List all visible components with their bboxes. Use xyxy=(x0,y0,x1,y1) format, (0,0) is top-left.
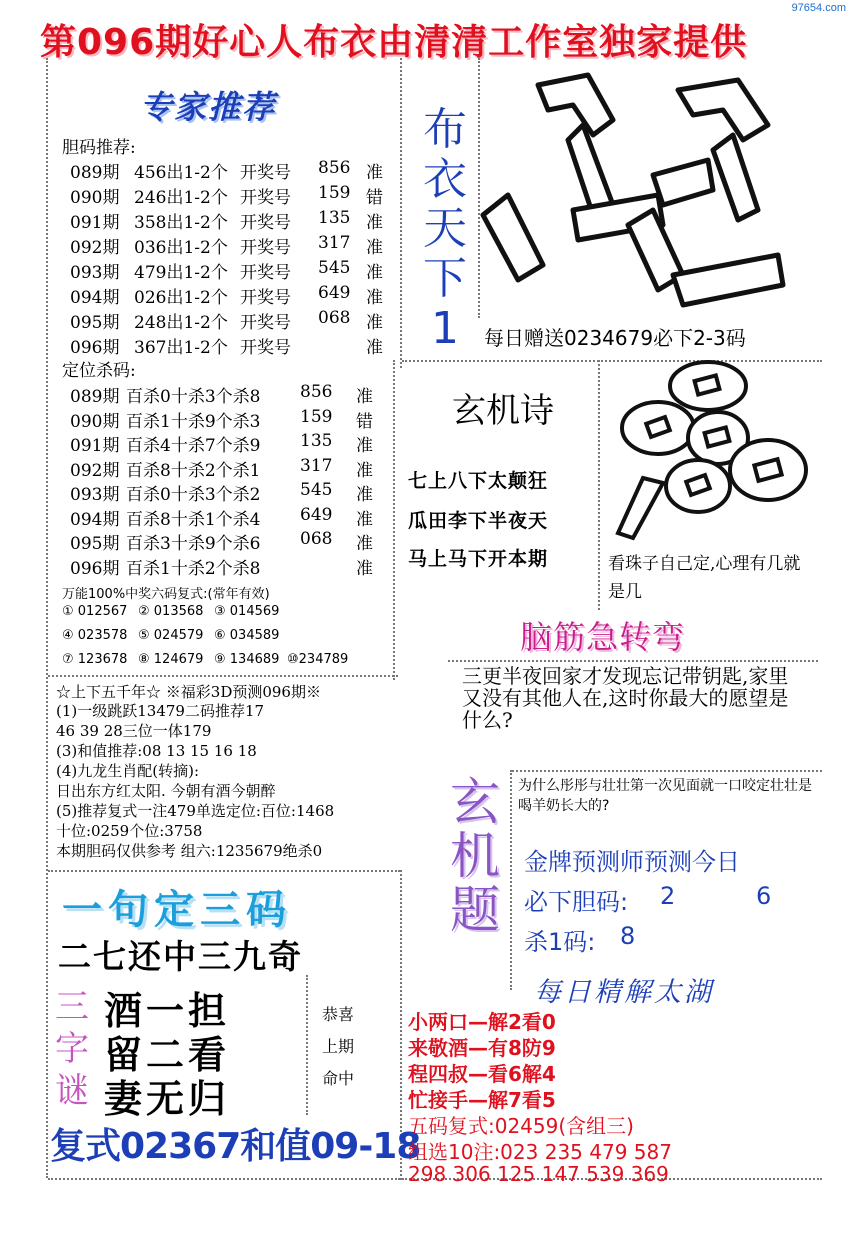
kill-period: 091期 xyxy=(70,436,120,456)
three-char-label-char: 三 xyxy=(55,987,89,1027)
left-border xyxy=(46,58,48,1178)
kill-result: 错 xyxy=(356,411,373,432)
daily-gift-text: 每日赠送0234679必下2-3码 xyxy=(484,326,746,350)
kill-number: 649 xyxy=(300,504,333,525)
kill-number: 159 xyxy=(300,406,333,427)
prediction-line: 日出东方红太阳. 今朝有酒今朝醉 xyxy=(56,782,276,800)
buyi-char: 下 xyxy=(423,253,467,305)
dan-result: 准 xyxy=(366,313,383,333)
six-code: ⑨ 134689 xyxy=(214,652,280,667)
divider-h-7 xyxy=(48,1178,400,1180)
dan-period: 092期 xyxy=(70,238,120,258)
dan-open-label: 开奖号 xyxy=(240,238,291,258)
divider-h-4 xyxy=(512,770,822,772)
kill-result: 准 xyxy=(356,485,373,505)
brain-teaser-question: 三更半夜回家才发现忘记带钥匙,家里又没有其他人在,这时你最大的愿望是什么? xyxy=(462,664,789,732)
prediction-line: (1)一级跳跃13479二码推荐17 xyxy=(56,702,265,720)
poem-line: 七上八下太颠狂 xyxy=(408,470,549,492)
dan-open-label: 开奖号 xyxy=(240,213,291,233)
six-code: ② 013568 xyxy=(138,604,204,619)
prediction-line: (3)和值推荐:08 13 15 16 18 xyxy=(56,742,257,760)
dan-result: 准 xyxy=(366,338,383,358)
dan-pick: 026出1-2个 xyxy=(134,288,228,308)
kill-pick: 百杀8十杀1个杀4 xyxy=(126,509,261,530)
kill-label: 定位杀码: xyxy=(62,361,136,381)
expert-heading: 专家推荐 xyxy=(140,88,277,126)
dan-open-label: 开奖号 xyxy=(240,263,291,283)
dan-number: 649 xyxy=(318,283,351,303)
prediction-line: ☆上下五千年☆ ※福彩3D预测096期※ xyxy=(56,683,321,701)
dan-number: 135 xyxy=(318,208,351,228)
xuanji-question: 为什么彤彤与壮壮第一次见面就一口咬定壮壮是喝羊奶长大的? xyxy=(518,778,812,814)
dan-pick: 246出1-2个 xyxy=(134,188,228,208)
kill-number: 068 xyxy=(300,529,333,549)
compound-code-text: 复式02367和值09-18 xyxy=(50,1126,421,1167)
dan-pick: 248出1-2个 xyxy=(134,313,228,333)
dan-period: 096期 xyxy=(70,338,120,358)
one-sentence-phrase: 二七还中三九奇 xyxy=(58,937,303,976)
six-code: ① 012567 xyxy=(62,604,128,619)
kill-one-label: 杀1码: xyxy=(524,928,596,956)
dan-number: 159 xyxy=(318,183,351,203)
dan-open-label: 开奖号 xyxy=(240,188,291,208)
kill-period: 089期 xyxy=(70,387,120,407)
kill-period: 093期 xyxy=(70,485,120,505)
dan-period: 089期 xyxy=(70,163,120,183)
dan-number: 545 xyxy=(318,258,351,278)
coin-beads-icon xyxy=(608,358,818,543)
kill-period: 090期 xyxy=(70,411,120,432)
divider-h-3 xyxy=(448,660,818,662)
dan-open-label: 开奖号 xyxy=(240,288,291,308)
kill-result: 准 xyxy=(356,387,373,407)
beads-caption: 看珠子自己定,心理有几就是几 xyxy=(608,554,801,602)
dan-pick: 479出1-2个 xyxy=(134,263,228,283)
kill-result: 准 xyxy=(356,436,373,456)
buyi-vertical-title xyxy=(420,105,470,354)
prediction-line: 十位:0259个位:3758 xyxy=(56,822,203,840)
dan-open-label: 开奖号 xyxy=(240,313,291,333)
poem-line: 瓜田李下半夜天 xyxy=(408,510,549,532)
six-code: ⑥ 034589 xyxy=(214,628,280,643)
kill-number: 135 xyxy=(300,431,333,451)
taihu-line: 小两口—解2看0 xyxy=(408,1010,556,1034)
buyi-char: 1 xyxy=(431,302,459,354)
dan-number: 317 xyxy=(318,233,351,253)
kill-result: 准 xyxy=(356,558,373,579)
kill-pick: 百杀1十杀2个杀8 xyxy=(126,558,261,579)
prediction-line: 46 39 28三位一体179 xyxy=(56,722,212,740)
divider-v-mid xyxy=(393,360,395,680)
kill-result: 准 xyxy=(356,460,373,481)
kill-result: 准 xyxy=(356,534,373,554)
divider-h-2 xyxy=(48,675,398,677)
buyi-char: 布 xyxy=(423,104,467,155)
dan-result: 准 xyxy=(366,238,383,258)
must-label: 必下胆码: xyxy=(524,888,629,916)
xuanji-char: 玄 xyxy=(450,773,500,831)
taihu-line: 忙接手—解7看5 xyxy=(408,1088,556,1112)
kill-pick: 百杀3十杀9个杀6 xyxy=(126,534,261,554)
dan-open-label: 开奖号 xyxy=(240,163,291,183)
dan-period: 094期 xyxy=(70,288,120,308)
divider-h-5 xyxy=(48,870,400,872)
kill-period: 095期 xyxy=(70,534,120,554)
kill-result: 准 xyxy=(356,509,373,530)
buyi-char: 衣 xyxy=(423,153,467,205)
poem-title: 玄机诗 xyxy=(452,391,554,431)
dan-pick: 036出1-2个 xyxy=(134,238,228,258)
three-char-label-char: 谜 xyxy=(55,1071,89,1111)
dan-pick: 367出1-2个 xyxy=(134,338,228,358)
page-title: 第096期好心人布衣由清清工作室独家提供 xyxy=(40,22,748,63)
kill-number: 545 xyxy=(300,480,333,500)
dan-number: 068 xyxy=(318,308,351,328)
six-code: ④ 023578 xyxy=(62,628,128,643)
xuanji-char: 题 xyxy=(450,881,500,939)
kill-pick: 百杀8十杀2个杀1 xyxy=(126,460,261,481)
prediction-line: 本期胆码仅供参考 组六:1235679绝杀0 xyxy=(56,842,323,860)
kill-pick: 百杀1十杀9个杀3 xyxy=(126,411,261,432)
dan-pick: 358出1-2个 xyxy=(134,213,228,233)
taihu-heading: 每日精解太湖 xyxy=(534,977,714,1008)
riddle-line: 酒一担 xyxy=(104,988,231,1033)
dan-period: 090期 xyxy=(70,188,120,208)
dan-period: 095期 xyxy=(70,313,120,333)
six-code: ⑦ 123678 xyxy=(62,652,128,667)
riddle-line: 留二看 xyxy=(104,1032,231,1077)
must-value: 2 xyxy=(660,882,676,910)
kill-period: 096期 xyxy=(70,558,120,579)
three-char-label-char: 字 xyxy=(55,1029,89,1069)
dan-period: 091期 xyxy=(70,213,120,233)
kill-pick: 百杀4十杀7个杀9 xyxy=(126,436,261,456)
dan-number: 856 xyxy=(318,158,351,178)
congrats-text: 恭喜 xyxy=(322,1005,355,1024)
gold-predictor-title: 金牌预测师预测今日 xyxy=(524,848,740,876)
divider-v-congrats xyxy=(306,975,308,1115)
taihu-line: 五码复式:02459(含组三) xyxy=(408,1114,634,1138)
dan-label: 胆码推荐: xyxy=(62,138,136,158)
kill-number: 317 xyxy=(300,455,333,476)
congrats-text: 上期 xyxy=(322,1037,355,1056)
riddle-line: 妻无归 xyxy=(104,1076,231,1121)
calligraphy-22-icon xyxy=(478,65,808,315)
six-code: ③ 014569 xyxy=(214,604,280,619)
dan-result: 准 xyxy=(366,213,383,233)
one-sentence-heading: 一句定三码 xyxy=(62,887,292,933)
kill-pick: 百杀0十杀3个杀8 xyxy=(126,387,261,407)
three-char-label xyxy=(52,986,92,1112)
buyi-char: 天 xyxy=(423,203,467,255)
six-code-title: 万能100%中奖六码复式:(常年有效) xyxy=(62,587,270,602)
dan-pick: 456出1-2个 xyxy=(134,163,228,183)
taihu-line: 298 306 125 147 539 369 xyxy=(408,1162,669,1186)
taihu-line: 程四叔—看6解4 xyxy=(408,1062,556,1086)
prediction-line: (4)九龙生肖配(转摘): xyxy=(56,762,200,780)
dan-open-label: 开奖号 xyxy=(240,338,291,358)
brain-teaser-heading: 脑筋急转弯 xyxy=(520,618,686,656)
dan-result: 准 xyxy=(366,263,383,283)
taihu-line: 来敬酒—有8防9 xyxy=(408,1036,556,1060)
dan-period: 093期 xyxy=(70,263,120,283)
divider-v-poem xyxy=(598,360,600,610)
dan-result: 错 xyxy=(366,188,383,208)
dan-result: 准 xyxy=(366,288,383,308)
dan-result: 准 xyxy=(366,163,383,183)
six-code: ⑧ 124679 xyxy=(138,652,204,667)
kill-pick: 百杀0十杀3个杀2 xyxy=(126,485,261,505)
prediction-line: (5)推荐复式一注479单选定位:百位:1468 xyxy=(56,802,335,820)
six-code: ⑩234789 xyxy=(287,652,349,667)
divider-v-top xyxy=(400,58,402,368)
xuanji-vertical-title xyxy=(450,775,510,937)
xuanji-char: 机 xyxy=(450,827,500,885)
six-code: ⑤ 024579 xyxy=(138,628,204,643)
kill-period: 094期 xyxy=(70,509,120,530)
taihu-line: 组选10注:023 235 479 587 xyxy=(408,1140,672,1164)
poem-line: 马上马下开本期 xyxy=(408,548,549,570)
kill-period: 092期 xyxy=(70,460,120,481)
congrats-text: 命中 xyxy=(322,1069,355,1088)
site-watermark: 97654.com xyxy=(791,2,846,14)
divider-v-xuanji xyxy=(510,770,512,990)
kill-one-value: 8 xyxy=(620,922,636,950)
kill-number: 856 xyxy=(300,382,333,402)
must-value: 6 xyxy=(756,882,772,910)
